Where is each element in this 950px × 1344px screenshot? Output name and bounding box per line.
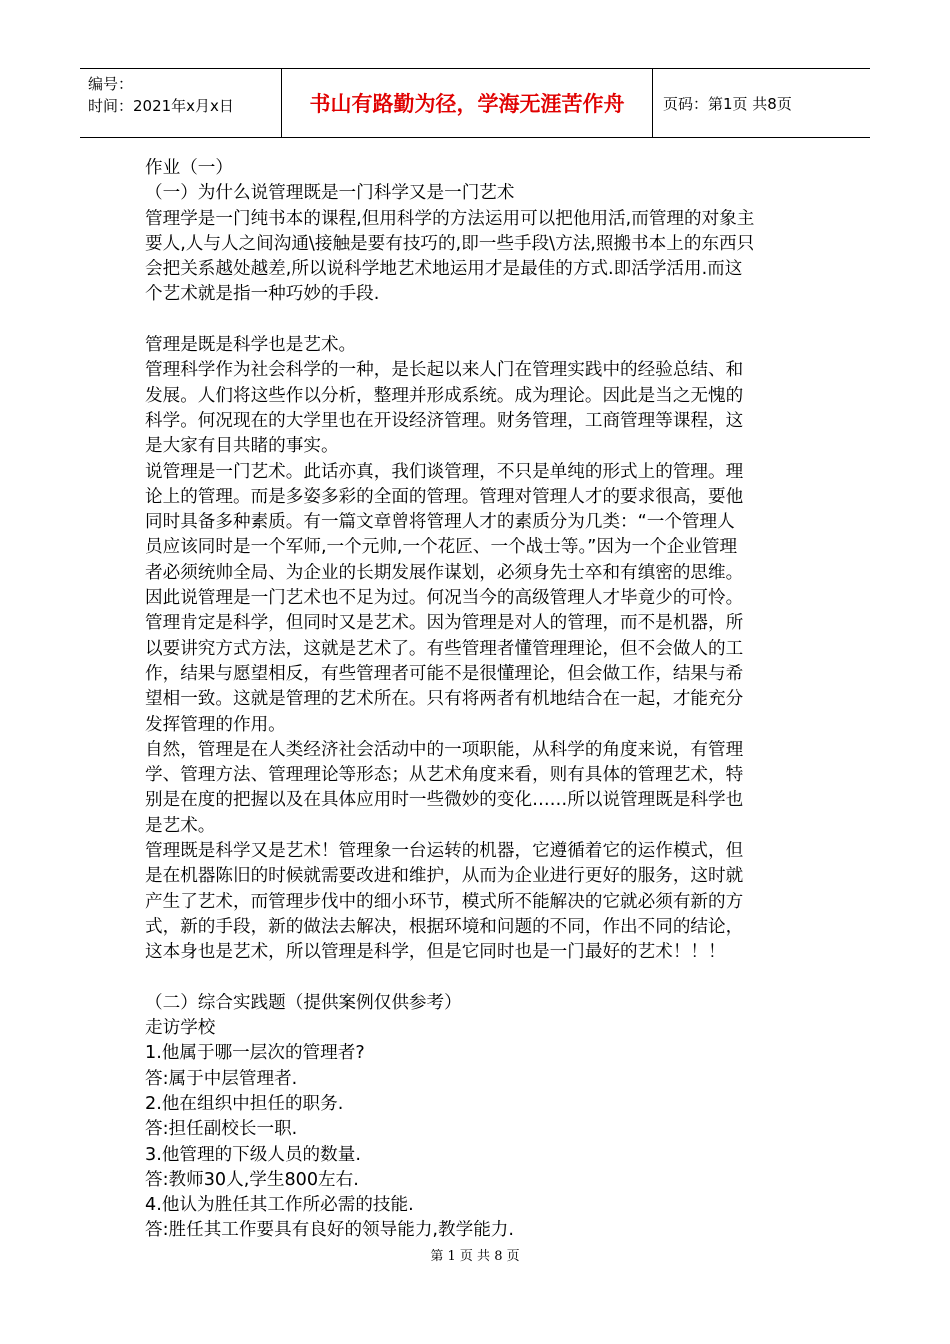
document-body bbox=[145, 156, 825, 1244]
header-meta bbox=[80, 69, 281, 137]
text-line: 会把关系越处越差,所以说科学地艺术地运用才是最佳的方式.即活学活用.而这 bbox=[145, 259, 743, 280]
text-line: 式，新的手段，新的做法去解决，根据环境和问题的不同，作出不同的结论， bbox=[145, 916, 744, 937]
text-line: 作业（一） bbox=[145, 158, 233, 178]
text-line: 员应该同时是一个军师,一个元帅,一个花匠、一个战士等。”因为一个企业管理 bbox=[145, 537, 738, 558]
page-footer: 第 1 页 共 8 页 bbox=[430, 1249, 520, 1264]
text-line: 自然，管理是在人类经济社会活动中的一项职能，从科学的角度来说，有管理 bbox=[145, 739, 744, 760]
text-line: 管理肯定是科学，但同时又是艺术。因为管理是对人的管理，而不是机器，所 bbox=[145, 613, 744, 634]
text-line: 是大家有目共睹的事实。 bbox=[145, 436, 339, 457]
text-line: 是艺术。 bbox=[145, 815, 216, 836]
text-line: 同时具备多种素质。有一篇文章曾将管理人才的素质分为几类：“一个管理人 bbox=[145, 512, 735, 533]
text-line: 科学。何况现在的大学里也在开设经济管理。财务管理，工商管理等课程，这 bbox=[145, 410, 744, 431]
header-page-number: 页码：第1页 共8页 bbox=[663, 94, 792, 113]
text-line: 别是在度的把握以及在具体应用时一些微妙的变化……所以说管理既是科学也 bbox=[145, 790, 744, 811]
text-line: 望相一致。这就是管理的艺术所在。只有将两者有机地结合在一起，才能充分 bbox=[145, 689, 744, 710]
number-label: 编号： bbox=[88, 75, 134, 93]
text-line: 学、管理方法、管理理论等形态；从艺术角度来看，则有具体的管理艺术，特 bbox=[145, 765, 744, 786]
text-line: 个艺术就是指一种巧妙的手段. bbox=[145, 284, 380, 305]
text-line: 以要讲究方式方法，这就是艺术了。有些管理者懂管理理论，但不会做人的工 bbox=[145, 638, 744, 659]
text-line: 发展。人们将这些作以分析，整理并形成系统。成为理论。因此是当之无愧的 bbox=[145, 385, 744, 406]
text-line: 管理是既是科学也是艺术。 bbox=[145, 335, 357, 356]
text-line: 产生了艺术，而管理步伐中的细小环节，模式所不能解决的它就必须有新的方 bbox=[145, 891, 744, 912]
page-header bbox=[80, 68, 870, 138]
text-line: 4.他认为胜任其工作所必需的技能. bbox=[145, 1195, 414, 1216]
text-line: 是在机器陈旧的时候就需要改进和维护，从而为企业进行更好的服务，这时就 bbox=[145, 866, 744, 887]
text-line: （一）为什么说管理既是一门科学又是一门艺术 bbox=[145, 183, 515, 204]
text-line: （二）综合实践题（提供案例仅供参考） bbox=[145, 992, 462, 1013]
blank-line bbox=[145, 308, 825, 333]
text-line: 发挥管理的作用。 bbox=[145, 714, 286, 735]
blank-line bbox=[145, 966, 825, 991]
header-motto: 书山有路勤为径，学海无涯苦作舟 bbox=[281, 69, 653, 137]
text-line: 论上的管理。而是多姿多彩的全面的管理。管理对管理人才的要求很高，要他 bbox=[145, 486, 744, 507]
text-line: 这本身也是艺术，所以管理是科学，但是它同时也是一门最好的艺术！！！ bbox=[145, 942, 726, 963]
text-line: 管理既是科学又是艺术！管理象一台运转的机器，它遵循着它的运作模式，但 bbox=[145, 841, 744, 862]
text-line: 答:教师30人,学生800左右. bbox=[145, 1169, 359, 1190]
text-line: 因此说管理是一门艺术也不足为过。何况当今的高级管理人才毕竟少的可怜。 bbox=[145, 588, 744, 609]
text-line: 要人,人与人之间沟通\接触是要有技巧的,即一些手段\方法,照搬书本上的东西只 bbox=[145, 233, 755, 254]
text-line: 管理科学作为社会科学的一种，是长起以来人门在管理实践中的经验总结、和 bbox=[145, 360, 744, 381]
text-line: 走访学校 bbox=[145, 1018, 216, 1039]
text-line: 3.他管理的下级人员的数量. bbox=[145, 1144, 361, 1165]
text-line: 管理学是一门纯书本的课程,但用科学的方法运用可以把他用活,而管理的对象主 bbox=[145, 208, 755, 229]
text-line: 答:担任副校长一职. bbox=[145, 1119, 298, 1140]
text-line: 作，结果与愿望相反，有些管理者可能不是很懂理论，但会做工作，结果与希 bbox=[145, 663, 744, 684]
text-line: 答:属于中层管理者. bbox=[145, 1068, 298, 1089]
text-line: 说管理是一门艺术。此话亦真，我们谈管理，不只是单纯的形式上的管理。理 bbox=[145, 461, 744, 482]
text-line: 2.他在组织中担任的职务. bbox=[145, 1093, 344, 1114]
text-line: 答:胜任其工作要具有良好的领导能力,教学能力. bbox=[145, 1220, 514, 1241]
text-line: 1.他属于哪一层次的管理者? bbox=[145, 1043, 365, 1064]
date-label: 时间：2021年x月x日 bbox=[88, 97, 234, 115]
text-line: 者必须统帅全局、为企业的长期发展作谋划，必须身先士卒和有缜密的思维。 bbox=[145, 562, 744, 583]
